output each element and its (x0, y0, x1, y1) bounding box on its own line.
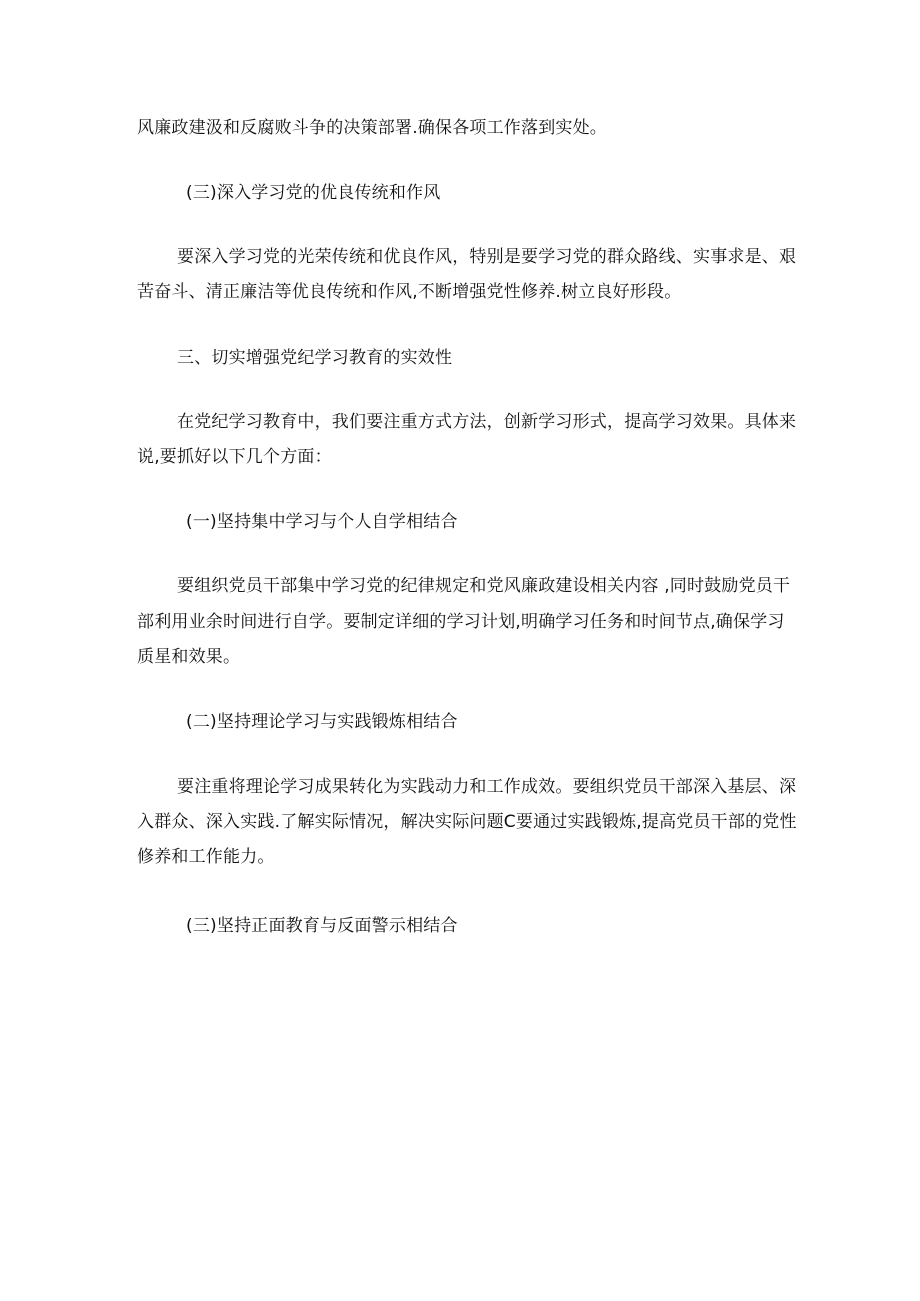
body-text-line: 部利用业余时间进行自学。要制定详细的学习计划,明确学习任务和时间节点,确保学习 (137, 612, 785, 632)
body-text-line: 苦奋斗、清正廉洁等优良传统和作风,不断增强党性修养.树立良好形段。 (137, 282, 682, 302)
subsection-heading: (三)深入学习党的优良传统和作风 (186, 183, 441, 203)
body-text-line: 要组织党员干部集中学习党的纪律规定和党风廉政建设相关内容 ,同时鼓励党员干 (177, 576, 791, 596)
body-text-line: 要注重将理论学习成果转化为实践动力和工作成效。要组织党员干部深入基层、深 (177, 777, 797, 797)
subsection-heading: (一)坚持集中学习与个人自学相结合 (186, 512, 458, 532)
body-text-line: 质星和效果。 (137, 647, 241, 667)
body-text-line: 风廉政建汲和反腐败斗争的决策部署.确保各项工作落到实处。 (137, 118, 608, 138)
body-text-line: 要深入学习党的光荣传统和优良作风，特别是要学习党的群众路线、实事求是、艰 (177, 247, 797, 267)
body-text-line: 说,要抓好以下几个方面： (137, 447, 332, 467)
body-text-line: 修养和工作能力。 (137, 847, 275, 867)
body-text-line: 在党纪学习教育中，我们要注重方式方法，创新学习形式，提高学习效果。具体来 (177, 412, 797, 432)
section-heading: 三、切实增强党纪学习教育的实效性 (177, 348, 453, 368)
subsection-heading: (三)坚持正面教育与反面警示相结合 (186, 916, 458, 936)
body-text-line: 入群众、深入实践.了解实际情况，解决实际问题C要通过实践锻炼,提高党员干部的党性 (137, 812, 797, 832)
subsection-heading: (二)坚持理论学习与实践锻炼相结合 (186, 712, 458, 732)
